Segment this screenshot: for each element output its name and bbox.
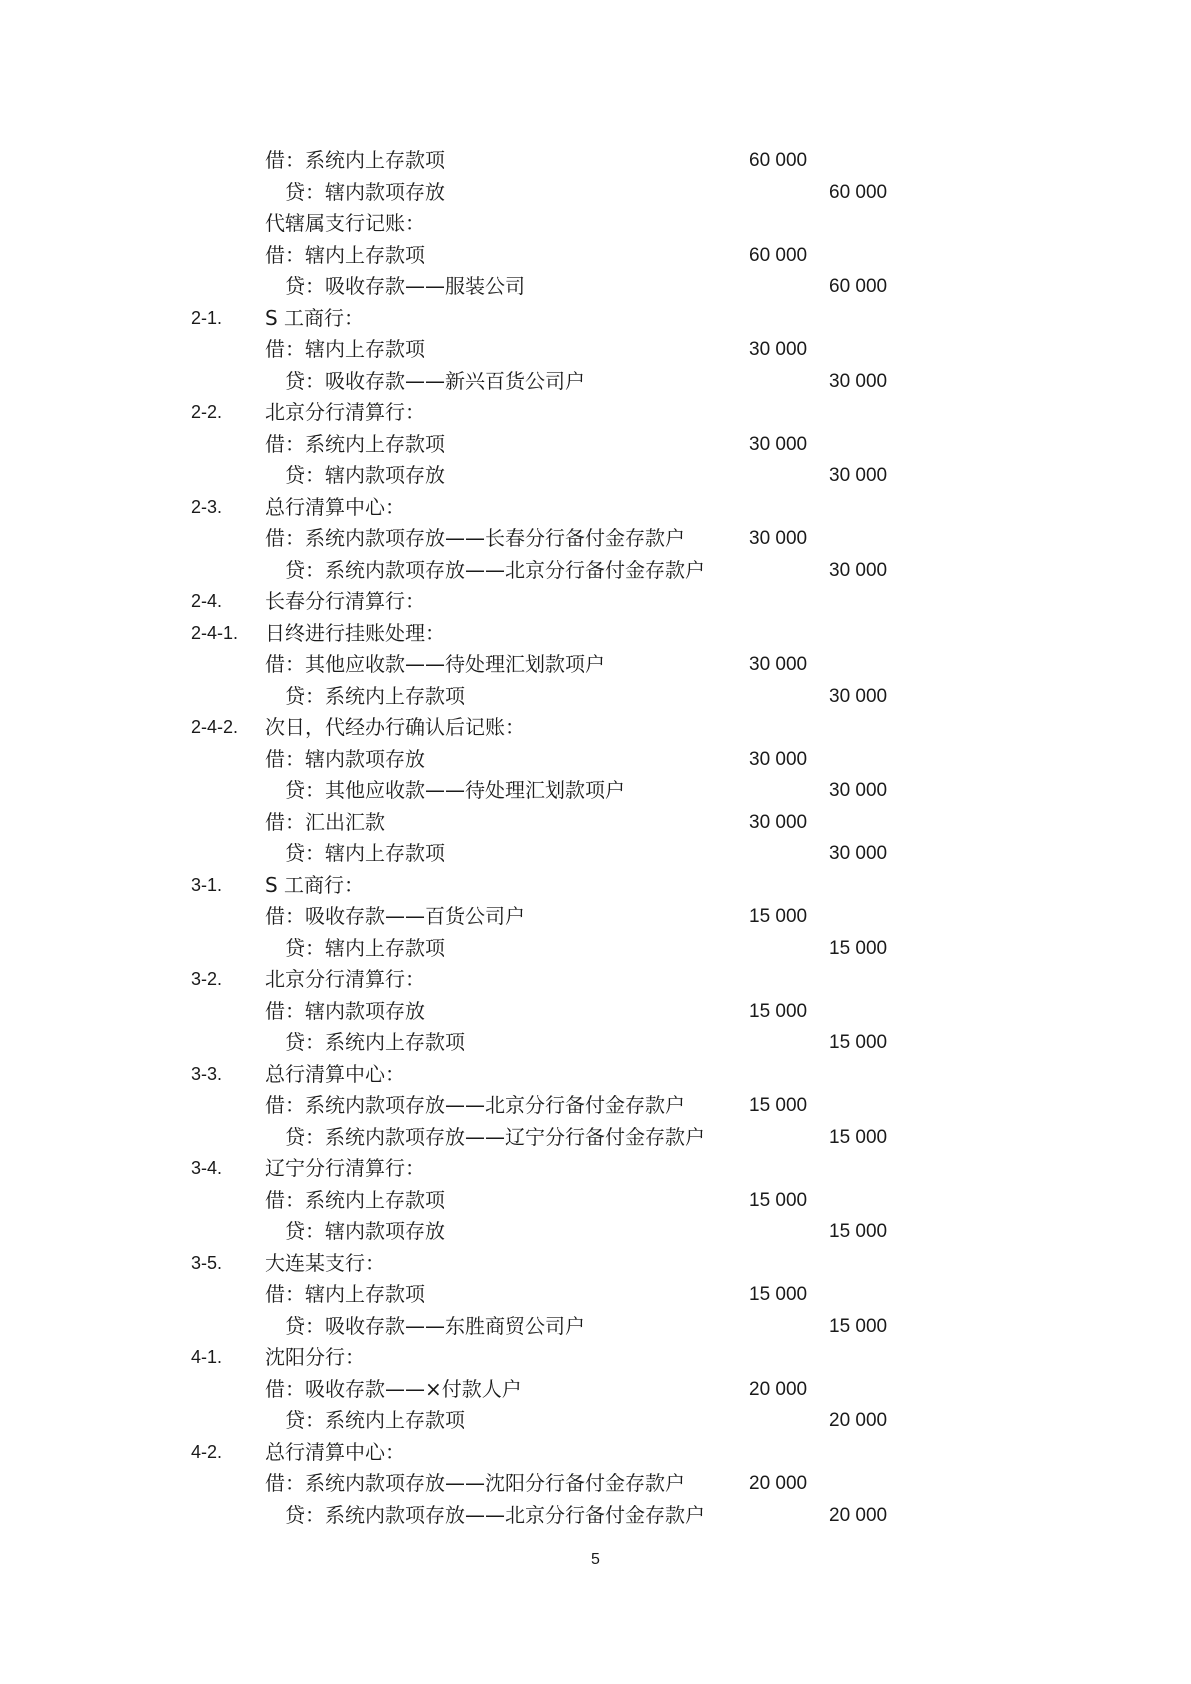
entry-row bbox=[0, 1279, 1191, 1311]
debit-amount: 20 000 bbox=[749, 1473, 808, 1494]
debit-account: 借：辖内上存款项 bbox=[265, 242, 425, 267]
debit-account: 借：系统内款项存放——长春分行备付金存款户 bbox=[265, 526, 685, 550]
entry-row bbox=[0, 240, 1191, 272]
entry-number: 2-2. bbox=[191, 402, 223, 422]
entry-row bbox=[0, 271, 1191, 303]
entry-number: 2-1. bbox=[191, 307, 223, 328]
debit-account: 借：辖内上存款项 bbox=[265, 337, 425, 361]
entry-number: 3-4. bbox=[191, 1158, 223, 1178]
entry-heading: 总行清算中心： bbox=[265, 1061, 405, 1086]
entry-row bbox=[0, 1216, 1191, 1248]
credit-amount: 20 000 bbox=[829, 1504, 888, 1526]
entry-row bbox=[0, 870, 1191, 902]
credit-account: 贷：辖内款项存放 bbox=[285, 179, 445, 204]
entry-row bbox=[0, 523, 1191, 555]
entry-number: 4-2. bbox=[191, 1441, 223, 1462]
debit-account: 借：吸收存款——百货公司户 bbox=[265, 904, 525, 928]
credit-account: 贷：吸收存款——新兴百货公司户 bbox=[285, 368, 585, 393]
debit-account: 借：系统内上存款项 bbox=[265, 148, 445, 172]
entry-row bbox=[0, 1090, 1191, 1122]
entry-row bbox=[0, 933, 1191, 965]
debit-amount: 60 000 bbox=[749, 244, 808, 266]
debit-amount: 20 000 bbox=[749, 1378, 808, 1400]
debit-amount: 30 000 bbox=[749, 654, 808, 675]
debit-account: 借：辖内款项存放 bbox=[265, 998, 425, 1023]
debit-amount: 15 000 bbox=[749, 1000, 808, 1022]
entry-row bbox=[0, 1248, 1191, 1280]
credit-account: 贷：系统内上存款项 bbox=[285, 1408, 465, 1432]
entry-row bbox=[0, 1342, 1191, 1374]
entry-heading: 北京分行清算行： bbox=[265, 967, 425, 991]
debit-account: 借：系统内款项存放——北京分行备付金存款户 bbox=[265, 1093, 685, 1117]
debit-amount: 30 000 bbox=[749, 433, 808, 455]
entry-heading: 日终进行挂账处理： bbox=[265, 620, 445, 645]
entry-heading: 代辖属支行记账： bbox=[265, 211, 425, 235]
debit-amount: 15 000 bbox=[749, 1189, 808, 1211]
entry-number: 2-4-1. bbox=[191, 622, 239, 643]
credit-amount: 30 000 bbox=[829, 465, 888, 486]
entry-row bbox=[0, 618, 1191, 650]
entry-row bbox=[0, 1185, 1191, 1217]
entry-row bbox=[0, 775, 1191, 807]
entry-row bbox=[0, 1437, 1191, 1469]
entry-row bbox=[0, 964, 1191, 996]
debit-amount: 15 000 bbox=[749, 1095, 808, 1116]
entry-row bbox=[0, 1059, 1191, 1091]
debit-account: 借：辖内上存款项 bbox=[265, 1282, 425, 1306]
debit-account: 借：辖内款项存放 bbox=[265, 746, 425, 771]
credit-account: 贷：系统内款项存放——北京分行备付金存款户 bbox=[285, 1502, 705, 1527]
credit-account: 贷：辖内款项存放 bbox=[285, 1219, 445, 1243]
credit-amount: 15 000 bbox=[829, 1126, 888, 1148]
entry-heading: 北京分行清算行： bbox=[265, 400, 425, 424]
debit-amount: 30 000 bbox=[749, 811, 808, 833]
entry-row bbox=[0, 1405, 1191, 1437]
entry-number: 3-3. bbox=[191, 1063, 223, 1084]
entry-row bbox=[0, 177, 1191, 209]
entry-heading: 总行清算中心： bbox=[265, 1439, 405, 1464]
credit-amount: 30 000 bbox=[829, 685, 888, 707]
entry-row bbox=[0, 366, 1191, 398]
entry-row bbox=[0, 1374, 1191, 1406]
entry-row bbox=[0, 586, 1191, 618]
entry-number: 3-5. bbox=[191, 1252, 223, 1273]
debit-account: 借：汇出汇款 bbox=[265, 809, 385, 834]
entry-row bbox=[0, 492, 1191, 524]
credit-account: 贷：吸收存款——东胜商贸公司户 bbox=[285, 1313, 585, 1338]
credit-amount: 30 000 bbox=[829, 780, 888, 801]
entry-row bbox=[0, 807, 1191, 839]
entry-row bbox=[0, 460, 1191, 492]
entry-row bbox=[0, 1122, 1191, 1154]
entry-row bbox=[0, 838, 1191, 870]
entry-row bbox=[0, 429, 1191, 461]
credit-account: 贷：系统内款项存放——辽宁分行备付金存款户 bbox=[285, 1124, 705, 1149]
credit-amount: 30 000 bbox=[829, 370, 888, 392]
entry-row bbox=[0, 303, 1191, 335]
entry-row bbox=[0, 901, 1191, 933]
credit-account: 贷：辖内上存款项 bbox=[285, 841, 445, 865]
credit-amount: 30 000 bbox=[829, 843, 888, 864]
debit-amount: 15 000 bbox=[749, 906, 808, 927]
entry-heading: 沈阳分行： bbox=[265, 1345, 365, 1369]
credit-amount: 30 000 bbox=[829, 559, 888, 581]
credit-account: 贷：辖内款项存放 bbox=[285, 463, 445, 487]
entry-heading: 次日，代经办行确认后记账： bbox=[265, 715, 525, 739]
credit-amount: 60 000 bbox=[829, 276, 888, 297]
credit-account: 贷：系统内款项存放——北京分行备付金存款户 bbox=[285, 557, 705, 582]
credit-amount: 15 000 bbox=[829, 937, 888, 959]
entry-row bbox=[0, 1500, 1191, 1532]
entry-heading: 辽宁分行清算行： bbox=[265, 1156, 425, 1180]
entry-number: 4-1. bbox=[191, 1347, 223, 1367]
entry-row bbox=[0, 1027, 1191, 1059]
entry-number: 3-2. bbox=[191, 969, 223, 989]
journal-entries bbox=[0, 145, 1191, 1531]
credit-account: 贷：其他应收款——待处理汇划款项户 bbox=[285, 778, 625, 802]
entry-row bbox=[0, 208, 1191, 240]
entry-number: 2-4. bbox=[191, 591, 223, 611]
debit-account: 借：系统内上存款项 bbox=[265, 431, 445, 456]
debit-account: 借：吸收存款——×付款人户 bbox=[265, 1376, 522, 1401]
entry-number: 3-1. bbox=[191, 874, 223, 895]
entry-row bbox=[0, 744, 1191, 776]
debit-amount: 60 000 bbox=[749, 150, 808, 171]
entry-row bbox=[0, 397, 1191, 429]
entry-row bbox=[0, 996, 1191, 1028]
debit-account: 借：系统内款项存放——沈阳分行备付金存款户 bbox=[265, 1471, 685, 1495]
entry-row bbox=[0, 649, 1191, 681]
credit-account: 贷：辖内上存款项 bbox=[285, 935, 445, 960]
entry-heading: 总行清算中心： bbox=[265, 494, 405, 519]
debit-amount: 30 000 bbox=[749, 339, 808, 360]
debit-account: 借：系统内上存款项 bbox=[265, 1187, 445, 1212]
credit-account: 贷：系统内上存款项 bbox=[285, 683, 465, 708]
credit-amount: 15 000 bbox=[829, 1032, 888, 1053]
credit-amount: 15 000 bbox=[829, 1315, 888, 1337]
entry-row bbox=[0, 145, 1191, 177]
credit-account: 贷：系统内上存款项 bbox=[285, 1030, 465, 1054]
entry-row bbox=[0, 1153, 1191, 1185]
debit-account: 借：其他应收款——待处理汇划款项户 bbox=[265, 652, 605, 676]
entry-row bbox=[0, 1311, 1191, 1343]
debit-amount: 30 000 bbox=[749, 748, 808, 770]
debit-amount: 15 000 bbox=[749, 1284, 808, 1305]
entry-heading: 大连某支行： bbox=[265, 1250, 385, 1275]
entry-row bbox=[0, 555, 1191, 587]
entry-row bbox=[0, 334, 1191, 366]
entry-heading: S 工商行： bbox=[265, 872, 365, 897]
credit-amount: 15 000 bbox=[829, 1221, 888, 1242]
debit-amount: 30 000 bbox=[749, 528, 808, 549]
entry-row bbox=[0, 1468, 1191, 1500]
entry-row bbox=[0, 681, 1191, 713]
credit-account: 贷：吸收存款——服装公司 bbox=[285, 274, 525, 298]
entry-number: 2-4-2. bbox=[191, 717, 239, 737]
credit-amount: 60 000 bbox=[829, 181, 888, 203]
entry-heading: S 工商行： bbox=[265, 305, 365, 330]
entry-row bbox=[0, 712, 1191, 744]
page-number: 5 bbox=[591, 1551, 600, 1568]
credit-amount: 20 000 bbox=[829, 1410, 888, 1431]
entry-heading: 长春分行清算行： bbox=[265, 589, 425, 613]
entry-number: 2-3. bbox=[191, 496, 223, 517]
